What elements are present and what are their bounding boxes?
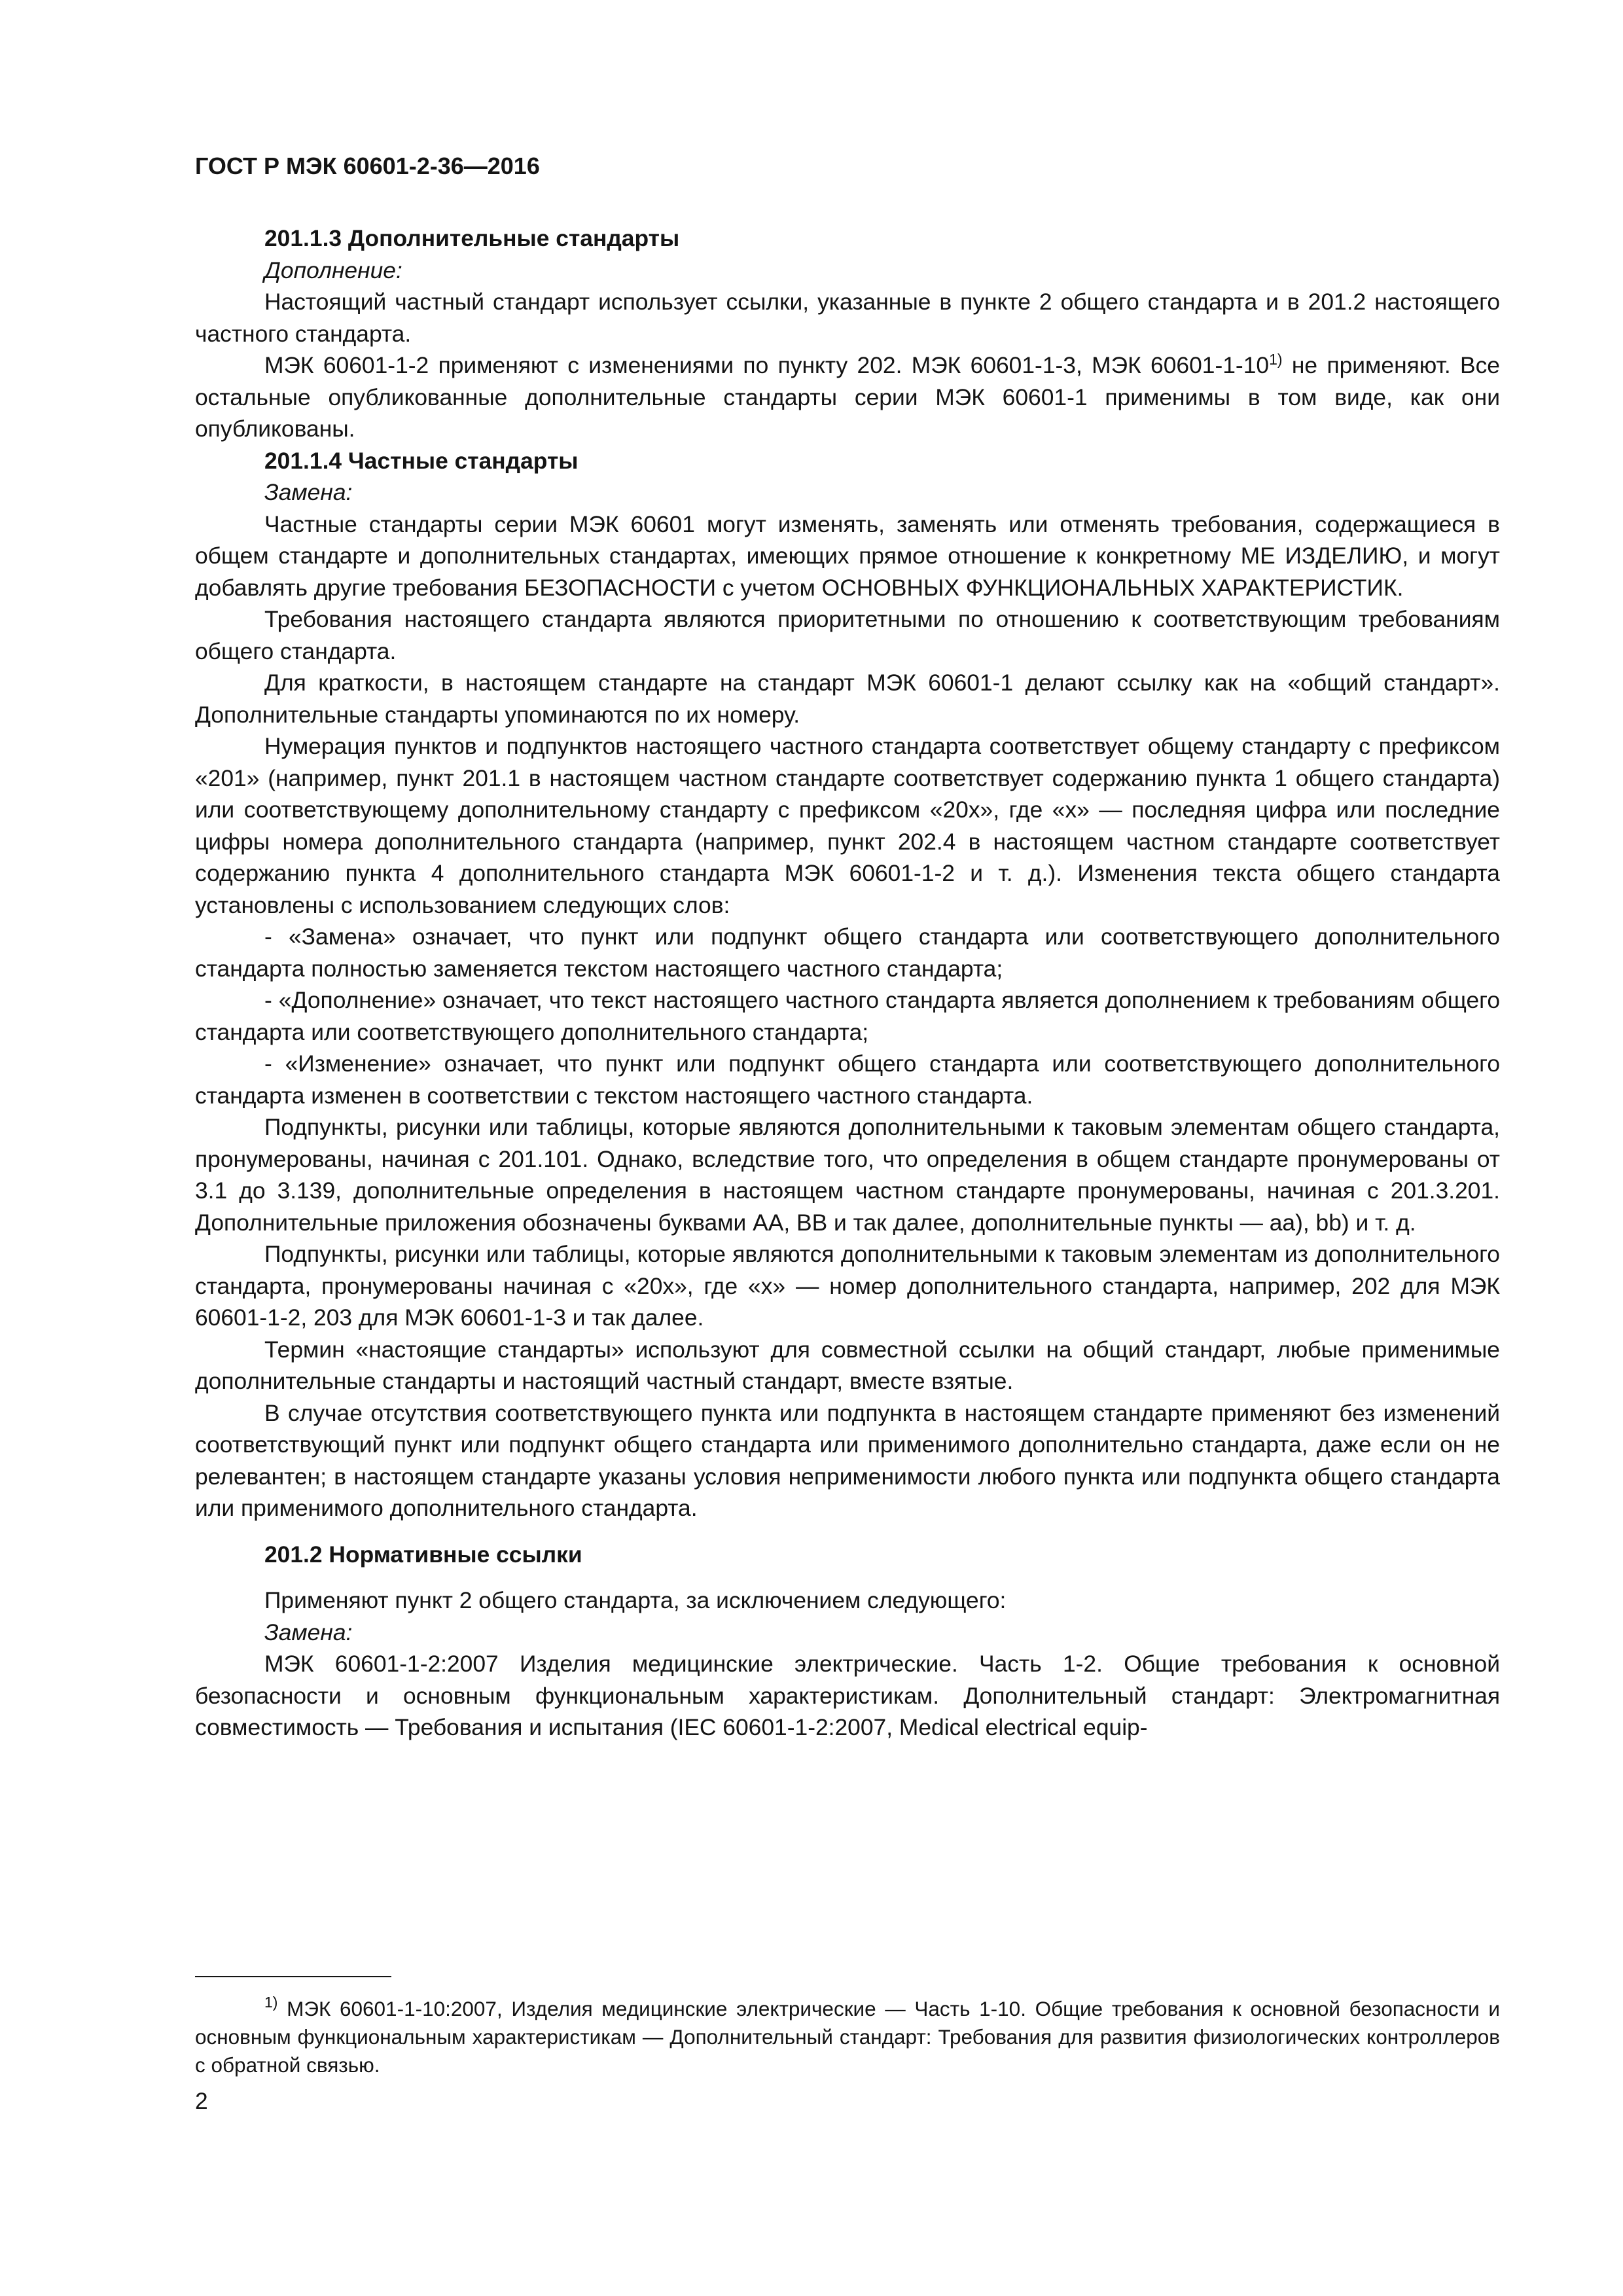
section-note-replacement: Замена: — [264, 1619, 353, 1645]
paragraph: Подпункты, рисунки или таблицы, которые являются дополнительными к таковым элементам из дополнительного стандарта, пронумерованы начиная с «20х», где «х» — номер дополнительного стандарта, например, 202 для МЭК 60601-1-2, 203 для МЭК 60601-1-3 и так далее. — [195, 1241, 1500, 1331]
footnote-marker: 1) — [264, 1994, 278, 2011]
footnote-reference: 1) — [1269, 351, 1283, 368]
paragraph — [195, 350, 1500, 445]
list-item: - «Изменение» означает, что пункт или подпункт общего стандарта или соответствующего дополнительного стандарта изменен в соответствии с текстом настоящего частного стандарта. — [195, 1050, 1500, 1109]
section-heading-201-1-4: 201.1.4 Частные стандарты — [264, 447, 579, 474]
footnote-separator — [195, 1976, 391, 1977]
paragraph: Требования настоящего стандарта являются приоритетными по отношению к соответствующим требованиям общего стандарта. — [195, 606, 1500, 664]
paragraph: Нумерация пунктов и подпунктов настоящего частного стандарта соответствует общему стандарту с префиксом «201» (например, пункт 201.1 в настоящем частном стандарте соответствует содержанию пункта 1 общего стандарта) или соответствующему дополнительному стандарту с префиксом «20х», где «х» — последняя цифра или последние цифры номера дополнительного стандарта (например, пункт 202.4 в настоящем частном стандарте соответствует содержанию пункта 4 дополнительного стандарта МЭК 60601-1-2 и т. д.). Изменения текста общего стандарта установлены с использованием следующих слов: — [195, 733, 1500, 918]
page-body — [195, 223, 1500, 1744]
section-heading-201-2: 201.2 Нормативные ссылки — [264, 1541, 582, 1568]
footnote — [195, 1995, 1500, 2079]
section-note-addition: Дополнение: — [264, 257, 402, 283]
standard-designation: ГОСТ Р МЭК 60601-2-36—2016 — [195, 152, 540, 179]
paragraph: Подпункты, рисунки или таблицы, которые являются дополнительными к таковым элементам общего стандарта, пронумерованы, начиная с 201.101. Однако, вследствие того, что определения в общем стандарте пронумерованы от 3.1 до 3.139, дополнительные определения в настоящем частном стандарте пронумерованы, начиная с 201.3.201. Дополнительные приложения обозначены буквами АА, ВВ и так далее, дополнительные пункты — аа), bb) и т. д. — [195, 1114, 1500, 1236]
paragraph: В случае отсутствия соответствующего пункта или подпункта в настоящем стандарте применяют без изменений соответствующий пункт или подпункт общего стандарта или применимого дополнительно стандарта, даже если он не релевантен; в настоящем стандарте указаны условия неприменимости любого пункта или подпункта общего стандарта или применимого дополнительного стандарта. — [195, 1399, 1500, 1521]
paragraph: Для краткости, в настоящем стандарте на стандарт МЭК 60601-1 делают ссылку как на «общий стандарт». Дополнительные стандарты упоминаются по их номеру. — [195, 670, 1500, 728]
section-heading-201-1-3: 201.1.3 Дополнительные стандарты — [264, 225, 680, 251]
section-note-replacement: Замена: — [264, 479, 353, 505]
list-item: - «Замена» означает, что пункт или подпункт общего стандарта или соответствующего дополнительного стандарта полностью заменяется текстом настоящего частного стандарта; — [195, 924, 1500, 982]
footnote-text: МЭК 60601-1-10:2007, Изделия медицинские электрические — Часть 1-10. Общие требования к основной безопасности и основным функциональным характеристикам — Дополнительный стандарт: Требования для развития физиологических контроллеров с обратной связью. — [195, 1997, 1500, 2077]
paragraph: МЭК 60601-1-2:2007 Изделия медицинские электрические. Часть 1-2. Общие требования к основной безопасности и основным функциональным характеристикам. Дополнительный стандарт: Электромагнитная совместимость — Требования и испытания (IEC 60601-1-2:2007, Medical electrical equip- — [195, 1651, 1500, 1740]
paragraph: Частные стандарты серии МЭК 60601 могут изменять, заменять или отменять требования, содержащиеся в общем стандарте и дополнительных стандартах, имеющих прямое отношение к конкретному МЕ ИЗДЕЛИЮ, и могут добавлять другие требования БЕЗОПАСНОСТИ с учетом ОСНОВНЫХ ФУНКЦИОНАЛЬНЫХ ХАРАКТЕРИСТИК. — [195, 511, 1500, 601]
list-item: - «Дополнение» означает, что текст настоящего частного стандарта является дополнением к требованиям общего стандарта или соответствующего дополнительного стандарта; — [195, 987, 1500, 1045]
paragraph: Настоящий частный стандарт использует ссылки, указанные в пункте 2 общего стандарта и в 201.2 настоящего частного стандарта. — [195, 289, 1500, 347]
page-number: 2 — [195, 2088, 208, 2114]
paragraph-text: не применяют. Все остальные опубликованные дополнительные стандарты серии МЭК 60601-1 применимы в том виде, как они опубликованы. — [195, 352, 1500, 442]
paragraph: Термин «настоящие стандарты» используют для совместной ссылки на общий стандарт, любые применимые дополнительные стандарты и настоящий частный стандарт, вместе взятые. — [195, 1336, 1500, 1394]
paragraph-text: МЭК 60601-1-2 применяют с изменениями по пункту 202. МЭК 60601-1-3, МЭК 60601-1-10 — [264, 352, 1270, 378]
paragraph: Применяют пункт 2 общего стандарта, за исключением следующего: — [264, 1587, 1007, 1613]
